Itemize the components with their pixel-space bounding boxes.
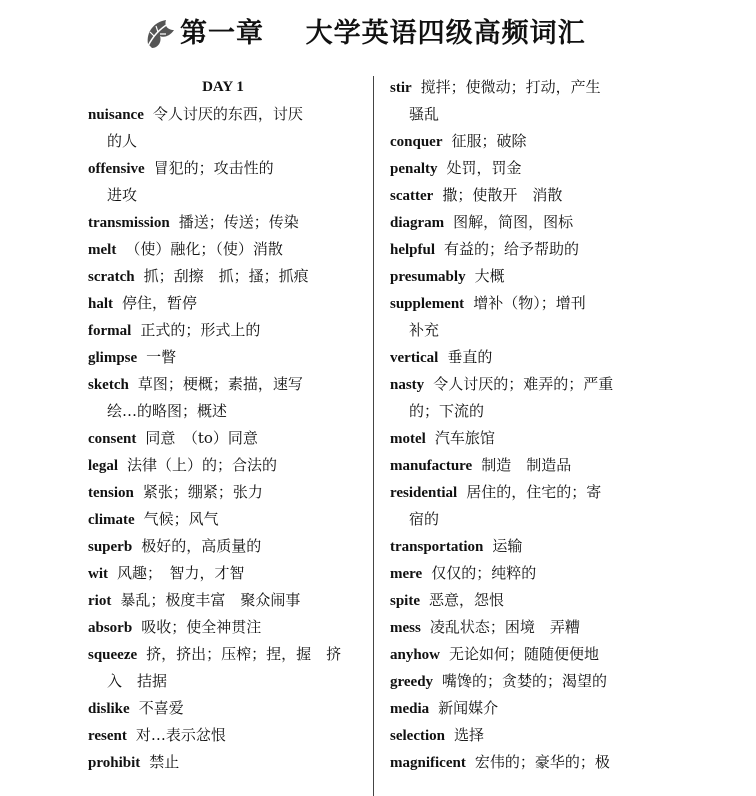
vocab-word: mere bbox=[390, 566, 423, 582]
vocab-word: selection bbox=[390, 728, 445, 744]
vocab-entry bbox=[88, 749, 358, 776]
vocab-word: absorb bbox=[88, 620, 133, 636]
vocab-entry bbox=[88, 560, 358, 587]
vocab-entry bbox=[390, 641, 665, 668]
entry-first-line bbox=[88, 506, 358, 533]
vocab-word: nasty bbox=[390, 377, 425, 393]
entry-first-line bbox=[390, 560, 665, 587]
entry-first-line bbox=[88, 290, 358, 317]
entry-first-line bbox=[390, 641, 665, 668]
vocab-word: presumably bbox=[390, 269, 466, 285]
vocab-definition: 无论如何；随随便便地 bbox=[449, 645, 600, 663]
vocab-definition: 居住的，住宅的；寄 bbox=[466, 483, 602, 501]
vocab-definition: 极好的，高质量的 bbox=[141, 537, 262, 555]
vocab-definition: 补充 bbox=[409, 321, 440, 339]
vocab-entry bbox=[88, 236, 358, 263]
vocab-entry bbox=[88, 533, 358, 560]
entry-first-line bbox=[88, 749, 358, 776]
column-divider bbox=[373, 76, 374, 796]
vocab-entry bbox=[390, 290, 665, 344]
vocab-definition: 的；下流的 bbox=[409, 402, 485, 420]
vocab-definition: 恶意，怨恨 bbox=[429, 591, 505, 609]
leaf-icon bbox=[142, 16, 178, 52]
vocab-word: formal bbox=[88, 323, 132, 339]
vocab-definition: 气候；风气 bbox=[143, 510, 219, 528]
vocab-entry bbox=[390, 587, 665, 614]
vocab-word: resent bbox=[88, 728, 127, 744]
vocab-entry bbox=[390, 209, 665, 236]
day-label: DAY 1 bbox=[202, 79, 244, 95]
vocab-definition: 宏伟的；豪华的；极 bbox=[474, 753, 610, 771]
vocab-definition: 令人讨厌的东西，讨厌 bbox=[152, 105, 303, 123]
vocab-entry bbox=[390, 695, 665, 722]
vocab-definition: 制造 制造品 bbox=[481, 456, 572, 474]
vocab-definition: 大概 bbox=[474, 267, 505, 285]
vocab-word: sketch bbox=[88, 377, 129, 393]
vocab-word: media bbox=[390, 701, 430, 717]
vocab-word: vertical bbox=[390, 350, 439, 366]
vocab-word: anyhow bbox=[390, 647, 441, 663]
entry-first-line bbox=[88, 101, 358, 128]
vocab-word: magnificent bbox=[390, 755, 466, 771]
vocab-entry bbox=[88, 263, 358, 290]
vocab-definition: 宿的 bbox=[409, 510, 440, 528]
vocab-entry bbox=[88, 722, 358, 749]
vocab-definition: 图解，简图，图标 bbox=[453, 213, 574, 231]
entry-continuation-line bbox=[390, 506, 665, 533]
entry-first-line bbox=[88, 695, 358, 722]
entry-continuation-line bbox=[390, 101, 665, 128]
vocab-word: legal bbox=[88, 458, 118, 474]
vocab-entry bbox=[88, 506, 358, 533]
vocab-word: helpful bbox=[390, 242, 436, 258]
vocab-entry bbox=[88, 641, 358, 695]
entry-first-line bbox=[390, 290, 665, 317]
entry-first-line bbox=[88, 263, 358, 290]
entry-first-line bbox=[390, 479, 665, 506]
vocab-entry bbox=[390, 155, 665, 182]
entry-first-line bbox=[390, 182, 665, 209]
entry-first-line bbox=[88, 371, 358, 398]
entry-first-line bbox=[390, 452, 665, 479]
vocab-definition: 运输 bbox=[492, 537, 523, 555]
vocab-word: residential bbox=[390, 485, 458, 501]
vocab-word: riot bbox=[88, 593, 112, 609]
vocab-definition: 冒犯的；攻击性的 bbox=[153, 159, 274, 177]
entry-first-line bbox=[88, 317, 358, 344]
vocab-word: greedy bbox=[390, 674, 434, 690]
vocab-definition: 处罚，罚金 bbox=[446, 159, 522, 177]
vocab-entry bbox=[390, 128, 665, 155]
entry-first-line bbox=[390, 128, 665, 155]
vocab-entry bbox=[390, 74, 665, 128]
vocab-entry bbox=[88, 452, 358, 479]
vocab-entry bbox=[88, 614, 358, 641]
vocab-definition: 紧张；绷紧；张力 bbox=[142, 483, 263, 501]
vocab-definition: 同意 （to）同意 bbox=[145, 429, 258, 447]
entry-first-line bbox=[88, 425, 358, 452]
vocab-entry bbox=[390, 452, 665, 479]
entry-first-line bbox=[390, 371, 665, 398]
vocab-entry bbox=[88, 371, 358, 425]
entry-first-line bbox=[88, 344, 358, 371]
vocab-definition: 停住，暂停 bbox=[122, 294, 198, 312]
vocab-word: squeeze bbox=[88, 647, 138, 663]
vocab-definition: 抓；刮擦 抓；搔；抓痕 bbox=[143, 267, 309, 285]
vocab-definition: 绘…的略图；概述 bbox=[107, 402, 228, 420]
vocab-definition: 一瞥 bbox=[146, 348, 177, 366]
vocab-entry bbox=[390, 749, 665, 776]
vocab-word: transmission bbox=[88, 215, 170, 231]
vocab-definition: 进攻 bbox=[107, 186, 138, 204]
vocab-definition: 选择 bbox=[453, 726, 484, 744]
vocab-definition: 吸收；使全神贯注 bbox=[141, 618, 262, 636]
entry-first-line bbox=[390, 695, 665, 722]
vocab-word: spite bbox=[390, 593, 420, 609]
vocab-entry bbox=[390, 263, 665, 290]
vocab-definition: 的人 bbox=[107, 132, 138, 150]
vocab-definition: 新闻媒介 bbox=[438, 699, 499, 717]
vocab-word: glimpse bbox=[88, 350, 138, 366]
vocab-word: consent bbox=[88, 431, 137, 447]
vocab-entry bbox=[88, 101, 358, 155]
vocab-entry bbox=[88, 155, 358, 209]
entry-continuation-line bbox=[88, 182, 358, 209]
left-entry-list bbox=[88, 101, 358, 776]
vocab-definition: 嘴馋的；贪婪的；渴望的 bbox=[442, 672, 608, 690]
vocab-word: wit bbox=[88, 566, 108, 582]
vocab-definition: 草图；梗概；素描，速写 bbox=[137, 375, 303, 393]
entry-first-line bbox=[390, 668, 665, 695]
vocab-word: offensive bbox=[88, 161, 145, 177]
vocab-word: halt bbox=[88, 296, 114, 312]
entry-first-line bbox=[88, 560, 358, 587]
vocab-word: manufacture bbox=[390, 458, 473, 474]
entry-first-line bbox=[88, 614, 358, 641]
vocab-entry bbox=[390, 533, 665, 560]
entry-first-line bbox=[88, 209, 358, 236]
entry-continuation-line bbox=[88, 398, 358, 425]
vocab-entry bbox=[390, 425, 665, 452]
vocab-definition: 禁止 bbox=[149, 753, 180, 771]
vocab-entry bbox=[88, 209, 358, 236]
vocab-entry bbox=[390, 344, 665, 371]
vocab-word: scratch bbox=[88, 269, 135, 285]
vocab-definition: 正式的；形式上的 bbox=[140, 321, 261, 339]
vocab-word: prohibit bbox=[88, 755, 141, 771]
entry-first-line bbox=[390, 155, 665, 182]
vocab-definition: 凌乱状态；困境 弄糟 bbox=[429, 618, 580, 636]
vocab-word: superb bbox=[88, 539, 133, 555]
entry-first-line bbox=[88, 641, 358, 668]
vocab-definition: 搅拌；使微动；打动，产生 bbox=[420, 78, 601, 96]
vocab-word: conquer bbox=[390, 134, 443, 150]
vocab-definition: 对…表示忿恨 bbox=[135, 726, 226, 744]
entry-first-line bbox=[88, 587, 358, 614]
vocab-word: diagram bbox=[390, 215, 445, 231]
entry-first-line bbox=[88, 155, 358, 182]
vocab-entry bbox=[390, 614, 665, 641]
vocab-definition: 令人讨厌的；难弄的；严重 bbox=[433, 375, 614, 393]
entry-first-line bbox=[390, 425, 665, 452]
vocab-word: nuisance bbox=[88, 107, 144, 123]
entry-first-line bbox=[88, 722, 358, 749]
vocab-entry bbox=[88, 587, 358, 614]
vocab-entry bbox=[88, 344, 358, 371]
entry-continuation-line bbox=[390, 317, 665, 344]
vocab-word: mess bbox=[390, 620, 421, 636]
entry-first-line bbox=[390, 209, 665, 236]
entry-continuation-line bbox=[88, 668, 358, 695]
left-column bbox=[88, 74, 358, 776]
entry-continuation-line bbox=[390, 398, 665, 425]
entry-first-line bbox=[390, 533, 665, 560]
vocab-definition: 挤，挤出；压榨；捏，握 挤 bbox=[146, 645, 342, 663]
vocab-definition: 法律（上）的；合法的 bbox=[127, 456, 278, 474]
entry-first-line bbox=[88, 479, 358, 506]
vocab-entry bbox=[390, 371, 665, 425]
vocab-definition: 骚乱 bbox=[409, 105, 440, 123]
vocab-word: melt bbox=[88, 242, 117, 258]
vocab-definition: 征服；破除 bbox=[451, 132, 527, 150]
entry-first-line bbox=[390, 236, 665, 263]
vocab-word: stir bbox=[390, 80, 412, 96]
vocab-word: penalty bbox=[390, 161, 438, 177]
vocab-definition: 入 拮据 bbox=[107, 672, 168, 690]
vocab-entry bbox=[390, 479, 665, 533]
vocab-entry bbox=[390, 722, 665, 749]
chapter-title: 第一章 大学英语四级高频词汇 bbox=[180, 18, 586, 49]
entry-first-line bbox=[390, 722, 665, 749]
vocab-word: dislike bbox=[88, 701, 130, 717]
vocab-entry bbox=[390, 668, 665, 695]
vocab-definition: 播送；传送；传染 bbox=[178, 213, 299, 231]
vocab-entry bbox=[390, 236, 665, 263]
vocab-definition: 增补（物）；增刊 bbox=[473, 294, 586, 312]
vocab-definition: 垂直的 bbox=[447, 348, 493, 366]
vocab-word: transportation bbox=[390, 539, 484, 555]
entry-first-line bbox=[88, 452, 358, 479]
vocab-word: tension bbox=[88, 485, 134, 501]
entry-first-line bbox=[390, 614, 665, 641]
vocab-entry bbox=[88, 479, 358, 506]
entry-first-line bbox=[88, 236, 358, 263]
vocab-entry bbox=[88, 317, 358, 344]
chapter-header bbox=[0, 10, 756, 58]
entry-first-line bbox=[390, 749, 665, 776]
vocab-word: climate bbox=[88, 512, 135, 528]
vocab-definition: （使）融化；（使）消散 bbox=[125, 240, 283, 258]
entry-continuation-line bbox=[88, 128, 358, 155]
entry-first-line bbox=[390, 587, 665, 614]
vocab-definition: 有益的；给予帮助的 bbox=[444, 240, 580, 258]
vocab-word: scatter bbox=[390, 188, 434, 204]
vocab-entry bbox=[88, 695, 358, 722]
vocab-definition: 撒；使散开 消散 bbox=[442, 186, 563, 204]
vocab-word: supplement bbox=[390, 296, 465, 312]
entry-first-line bbox=[88, 533, 358, 560]
vocab-definition: 汽车旅馆 bbox=[434, 429, 495, 447]
entry-first-line bbox=[390, 263, 665, 290]
vocab-definition: 不喜爱 bbox=[138, 699, 184, 717]
vocab-entry bbox=[88, 425, 358, 452]
vocab-entry bbox=[390, 560, 665, 587]
vocab-word: motel bbox=[390, 431, 426, 447]
vocab-entry bbox=[390, 182, 665, 209]
right-entry-list bbox=[390, 74, 665, 776]
vocab-definition: 风趣； 智力，才智 bbox=[117, 564, 245, 582]
vocab-entry bbox=[88, 290, 358, 317]
vocab-definition: 仅仅的；纯粹的 bbox=[431, 564, 537, 582]
right-column bbox=[390, 74, 665, 776]
entry-first-line bbox=[390, 74, 665, 101]
entry-first-line bbox=[390, 344, 665, 371]
vocab-definition: 暴乱；极度丰富 聚众闹事 bbox=[120, 591, 301, 609]
